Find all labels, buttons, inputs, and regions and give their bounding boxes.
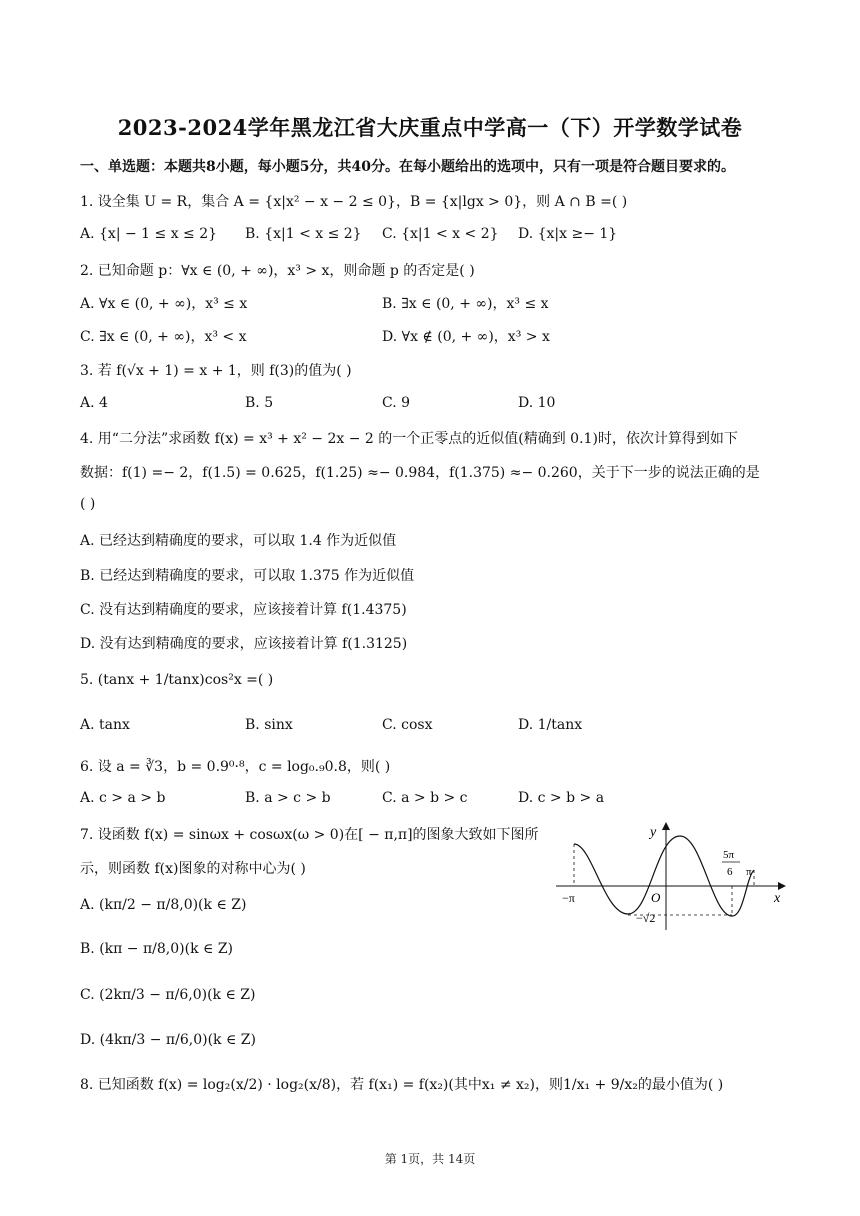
y-label: y (650, 825, 657, 840)
question-7-stem-line-2: 示，则函数 f(x)图象的对称中心为( ) (80, 861, 306, 877)
question-1-stem: 1. 设全集 U = R，集合 A = {x|x² − x − 2 ≤ 0}，B = {x|lgx > 0}，则 A ∩ B =( ) (80, 194, 628, 210)
question-4-stem-line-3: ( ) (80, 496, 96, 512)
question-3-option-b: B. 5 (245, 395, 274, 411)
question-5-option-d: D. 1/tanx (518, 717, 583, 733)
question-7-option-a: A. (kπ/2 − π/8,0)(k ∈ Z) (80, 897, 247, 913)
question-4-option-c: C. 没有达到精确度的要求，应该接着计算 f(1.4375) (80, 602, 407, 618)
neg-pi-label: −π (562, 891, 575, 905)
question-3-option-d: D. 10 (518, 395, 556, 411)
question-6-stem: 6. 设 a = ∛3，b = 0.9⁰·⁸，c = log₀.₉0.8，则( ) (80, 759, 391, 775)
question-2-option-c: C. ∃x ∈ (0, + ∞)，x³ < x (80, 329, 247, 345)
question-7-option-b: B. (kπ − π/8,0)(k ∈ Z) (80, 941, 234, 957)
origin-label: O (651, 890, 661, 905)
five-pi-label: 5π (723, 849, 735, 861)
question-8-stem: 8. 已知函数 f(x) = log₂(x/2) · log₂(x/8)，若 f(x₁) = f(x₂)(其中x₁ ≠ x₂)，则1/x₁ + 9/x₂的最小值为( ) (80, 1077, 724, 1093)
function-graph (552, 818, 792, 938)
question-3-option-a: A. 4 (80, 395, 108, 411)
question-7-option-d: D. (4kπ/3 − π/6,0)(k ∈ Z) (80, 1032, 256, 1048)
question-2-option-a: A. ∀x ∈ (0, + ∞)，x³ ≤ x (80, 296, 248, 312)
question-7-stem-line-1: 7. 设函数 f(x) = sinωx + cosωx(ω > 0)在[ − π,π]的图象大致如下图所 (80, 827, 539, 843)
page-title: 2023-2024学年黑龙江省大庆重点中学高一（下）开学数学试卷 (117, 115, 743, 140)
six-label: 6 (727, 866, 733, 878)
question-5-option-a: A. tanx (80, 717, 130, 733)
question-4-option-b: B. 已经达到精确度的要求，可以取 1.375 作为近似值 (80, 568, 415, 584)
question-4-option-a: A. 已经达到精确度的要求，可以取 1.4 作为近似值 (80, 533, 397, 549)
question-5-stem: 5. (tanx + 1/tanx)cos²x =( ) (80, 672, 274, 688)
question-4-stem-line-2: 数据：f(1) =− 2，f(1.5) = 0.625，f(1.25) ≈− 0.984，f(1.375) ≈− 0.260，关于下一步的说法正确的是 (80, 465, 760, 481)
question-7-option-c: C. (2kπ/3 − π/6,0)(k ∈ Z) (80, 987, 256, 1003)
question-3-option-c: C. 9 (382, 395, 411, 411)
pi-label: π (746, 866, 752, 878)
section-heading: 一、单选题：本题共8小题，每小题5分，共40分。在每小题给出的选项中，只有一项是符合题目要求的。 (80, 159, 735, 175)
x-axis-arrow-icon (778, 882, 786, 890)
question-6-option-d: D. c > b > a (518, 790, 605, 806)
question-1-option-a: A. {x| − 1 ≤ x ≤ 2} (80, 226, 218, 242)
question-3-stem: 3. 若 f(√x + 1) = x + 1，则 f(3)的值为( ) (80, 363, 352, 379)
question-2-stem: 2. 已知命题 p：∀x ∈ (0, + ∞)，x³ > x，则命题 p 的否定是( ) (80, 263, 475, 279)
question-6-option-b: B. a > c > b (245, 790, 331, 806)
y-axis-arrow-icon (662, 822, 670, 830)
page-footer: 第 1页，共 14页 (384, 1152, 476, 1166)
x-label: x (774, 891, 781, 906)
question-1-option-b: B. {x|1 < x ≤ 2} (245, 226, 362, 242)
question-4-stem-line-1: 4. 用“二分法”求函数 f(x) = x³ + x² − 2x − 2 的一个正零点的近似值(精确到 0.1)时，依次计算得到如下 (80, 431, 738, 447)
question-6-option-a: A. c > a > b (80, 790, 166, 806)
question-4-option-d: D. 没有达到精确度的要求，应该接着计算 f(1.3125) (80, 636, 408, 652)
question-6-option-c: C. a > b > c (382, 790, 468, 806)
question-2-option-d: D. ∀x ∉ (0, + ∞)，x³ > x (382, 329, 550, 345)
question-1-option-d: D. {x|x ≥− 1} (518, 226, 618, 242)
neg-sqrt2-label: −√2 (636, 911, 656, 925)
question-1-option-c: C. {x|1 < x < 2} (382, 226, 499, 242)
question-5-option-c: C. cosx (382, 717, 433, 733)
question-5-option-b: B. sinx (245, 717, 293, 733)
question-2-option-b: B. ∃x ∈ (0, + ∞)，x³ ≤ x (382, 296, 549, 312)
